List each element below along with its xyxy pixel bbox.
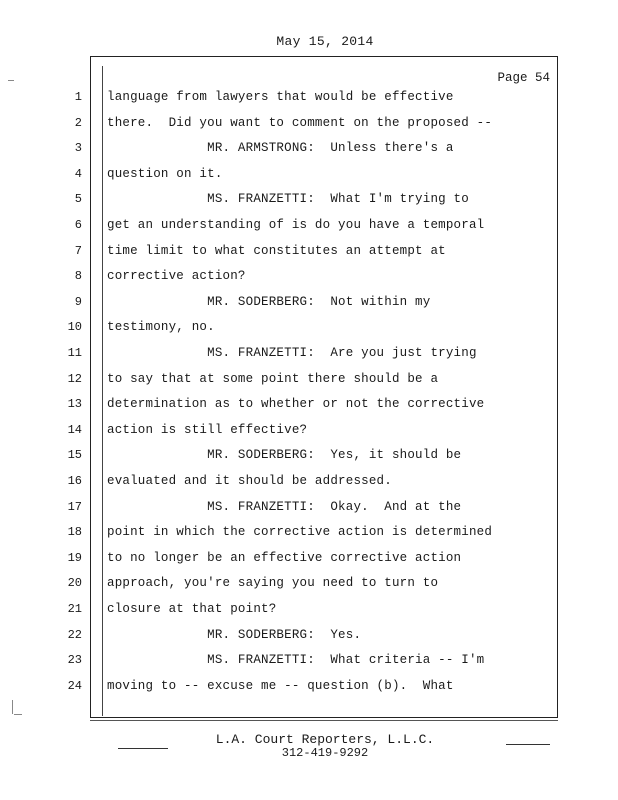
scan-speck	[14, 714, 22, 715]
page-frame	[90, 56, 558, 718]
scan-speck	[12, 700, 13, 714]
transcript-line: corrective action?	[107, 269, 246, 284]
line-number: 19	[67, 550, 82, 565]
transcript-line: testimony, no.	[107, 320, 215, 335]
transcript-line: language from lawyers that would be effective	[107, 90, 454, 104]
transcript-line: time limit to what constitutes an attempt at	[107, 243, 446, 258]
line-number: 16	[67, 474, 82, 488]
margin-rule	[102, 66, 103, 716]
scan-speck	[8, 80, 14, 81]
line-number: 14	[67, 422, 82, 437]
line-number: 2	[74, 115, 82, 130]
line-number: 18	[67, 525, 82, 540]
transcript-line: to no longer be an effective corrective action	[107, 550, 462, 565]
line-number: 24	[67, 678, 82, 693]
line-number: 21	[67, 602, 82, 616]
transcript-line: get an understanding of is do you have a temporal	[107, 218, 485, 232]
line-number: 11	[67, 346, 82, 360]
line-number: 10	[67, 320, 82, 335]
line-number: 9	[74, 294, 82, 309]
transcript-line: action is still effective?	[107, 422, 308, 437]
line-number: 17	[67, 499, 82, 514]
transcript-line: point in which the corrective action is determined	[107, 525, 493, 540]
transcript-line: MR. ARMSTRONG: Unless there's a	[107, 141, 454, 156]
reporter-phone: 312-419-9292	[281, 746, 369, 760]
transcript-line: determination as to whether or not the corrective	[107, 397, 485, 412]
transcript-line: evaluated and it should be addressed.	[107, 474, 392, 488]
line-number: 1	[74, 90, 82, 104]
line-number: 7	[74, 243, 82, 258]
transcript-line: closure at that point?	[107, 602, 277, 616]
transcript-line: moving to -- excuse me -- question (b). What	[107, 678, 454, 693]
transcript-line: MS. FRANZETTI: Okay. And at the	[107, 499, 462, 514]
line-number: 6	[74, 218, 82, 232]
footer-rule	[90, 720, 558, 721]
transcript-line: approach, you're saying you need to turn to	[107, 576, 439, 591]
transcript-line: to say that at some point there should be a	[107, 371, 439, 386]
line-number: 23	[67, 653, 82, 668]
transcript-line: there. Did you want to comment on the proposed --	[107, 115, 493, 130]
line-number: 12	[67, 371, 82, 386]
line-number: 13	[67, 397, 82, 412]
line-number: 22	[67, 627, 82, 642]
line-number: 5	[74, 192, 82, 207]
reporter-company: L.A. Court Reporters, L.L.C.	[215, 732, 435, 747]
line-number: 20	[67, 576, 82, 591]
page-number: Page 54	[497, 71, 550, 85]
transcript-line: MS. FRANZETTI: Are you just trying	[107, 346, 477, 360]
transcript-date: May 15, 2014	[276, 34, 374, 49]
transcript-line: MS. FRANZETTI: What I'm trying to	[107, 192, 469, 207]
transcript-line: question on it.	[107, 166, 223, 181]
line-number: 3	[74, 141, 82, 156]
transcript-line: MR. SODERBERG: Yes.	[107, 627, 362, 642]
line-number: 8	[74, 269, 82, 284]
line-number: 15	[67, 448, 82, 463]
transcript-line: MR. SODERBERG: Yes, it should be	[107, 448, 462, 463]
line-number: 4	[74, 166, 82, 181]
transcript-line: MR. SODERBERG: Not within my	[107, 294, 431, 309]
transcript-line: MS. FRANZETTI: What criteria -- I'm	[107, 653, 485, 668]
